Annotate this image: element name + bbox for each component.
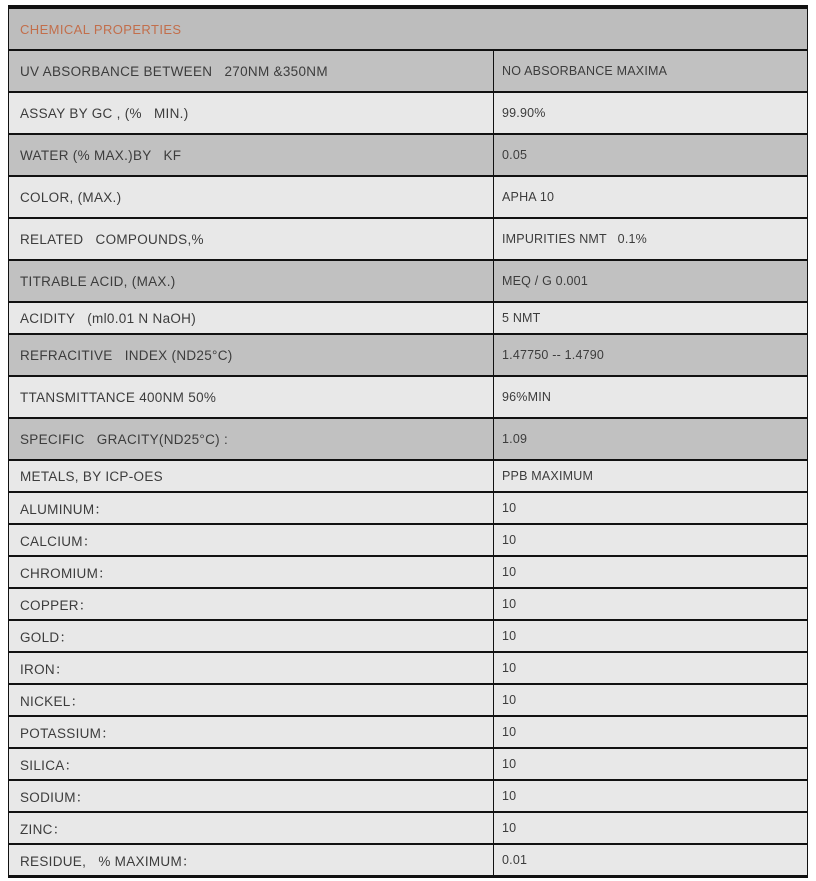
value-cell: 10 xyxy=(502,565,517,579)
property-cell: COPPER： xyxy=(9,589,494,619)
table-row xyxy=(9,843,807,875)
property-cell: METALS, BY ICP-OES xyxy=(9,461,494,491)
value-cell: 99.90% xyxy=(502,106,546,120)
property-cell: ACIDITY (ml0.01 N NaOH) xyxy=(9,303,494,333)
property-cell: TITRABLE ACID, (MAX.) xyxy=(9,261,494,301)
property-cell: TTANSMITTANCE 400NM 50% xyxy=(9,377,494,417)
value-cell: 1.09 xyxy=(502,432,528,446)
table-row xyxy=(9,259,807,301)
table-row xyxy=(9,91,807,133)
table-row xyxy=(9,217,807,259)
value-cell: PPB MAXIMUM xyxy=(502,469,594,483)
property-cell: WATER (% MAX.)BY KF xyxy=(9,135,494,175)
value-cell: IMPURITIES NMT 0.1% xyxy=(502,232,647,246)
table-row xyxy=(9,175,807,217)
value-cell: 10 xyxy=(502,821,517,835)
value-cell: 10 xyxy=(502,661,517,675)
property-cell: IRON： xyxy=(9,653,494,683)
table-header-row xyxy=(9,9,807,49)
table-row xyxy=(9,715,807,747)
table-row xyxy=(9,375,807,417)
value-cell: 96%MIN xyxy=(502,390,552,404)
property-cell: UV ABSORBANCE BETWEEN 270NM &350NM xyxy=(9,51,494,91)
value-cell: 1.47750 -- 1.4790 xyxy=(502,348,605,362)
property-cell: CALCIUM： xyxy=(9,525,494,555)
value-cell: NO ABSORBANCE MAXIMA xyxy=(502,64,668,78)
table-row xyxy=(9,301,807,333)
property-cell: COLOR, (MAX.) xyxy=(9,177,494,217)
value-cell: 10 xyxy=(502,501,517,515)
property-cell: RESIDUE, % MAXIMUM： xyxy=(9,845,494,875)
table-row xyxy=(9,651,807,683)
table-row xyxy=(9,683,807,715)
property-cell: REFRACITIVE INDEX (ND25°C) xyxy=(9,335,494,375)
value-cell: 10 xyxy=(502,757,517,771)
property-cell: GOLD： xyxy=(9,621,494,651)
table-row xyxy=(9,811,807,843)
value-cell: MEQ / G 0.001 xyxy=(502,274,588,288)
property-cell: SODIUM： xyxy=(9,781,494,811)
table-row xyxy=(9,779,807,811)
chemical-properties-table xyxy=(8,5,808,878)
property-cell: ZINC： xyxy=(9,813,494,843)
table-row xyxy=(9,587,807,619)
table-title: CHEMICAL PROPERTIES xyxy=(20,21,182,37)
table-row xyxy=(9,417,807,459)
value-cell: 10 xyxy=(502,693,517,707)
property-cell: SPECIFIC GRACITY(ND25°C) : xyxy=(9,419,494,459)
property-cell: ALUMINUM： xyxy=(9,493,494,523)
value-cell: APHA 10 xyxy=(502,190,555,204)
property-cell: SILICA： xyxy=(9,749,494,779)
value-cell: 10 xyxy=(502,597,517,611)
value-cell: 10 xyxy=(502,629,517,643)
table-row xyxy=(9,133,807,175)
table-row xyxy=(9,459,807,491)
value-cell: 5 NMT xyxy=(502,311,541,325)
property-cell: RELATED COMPOUNDS,% xyxy=(9,219,494,259)
property-cell: CHROMIUM： xyxy=(9,557,494,587)
table-row xyxy=(9,747,807,779)
property-cell: NICKEL： xyxy=(9,685,494,715)
property-cell: ASSAY BY GC , (% MIN.) xyxy=(9,93,494,133)
property-cell: POTASSIUM： xyxy=(9,717,494,747)
table-body xyxy=(9,49,807,875)
table-row xyxy=(9,523,807,555)
table-row xyxy=(9,619,807,651)
value-cell: 10 xyxy=(502,789,517,803)
value-cell: 0.05 xyxy=(502,148,528,162)
value-cell: 0.01 xyxy=(502,853,528,867)
table-row xyxy=(9,333,807,375)
table-row xyxy=(9,49,807,91)
table-row xyxy=(9,555,807,587)
value-cell: 10 xyxy=(502,725,517,739)
value-cell: 10 xyxy=(502,533,517,547)
table-row xyxy=(9,491,807,523)
